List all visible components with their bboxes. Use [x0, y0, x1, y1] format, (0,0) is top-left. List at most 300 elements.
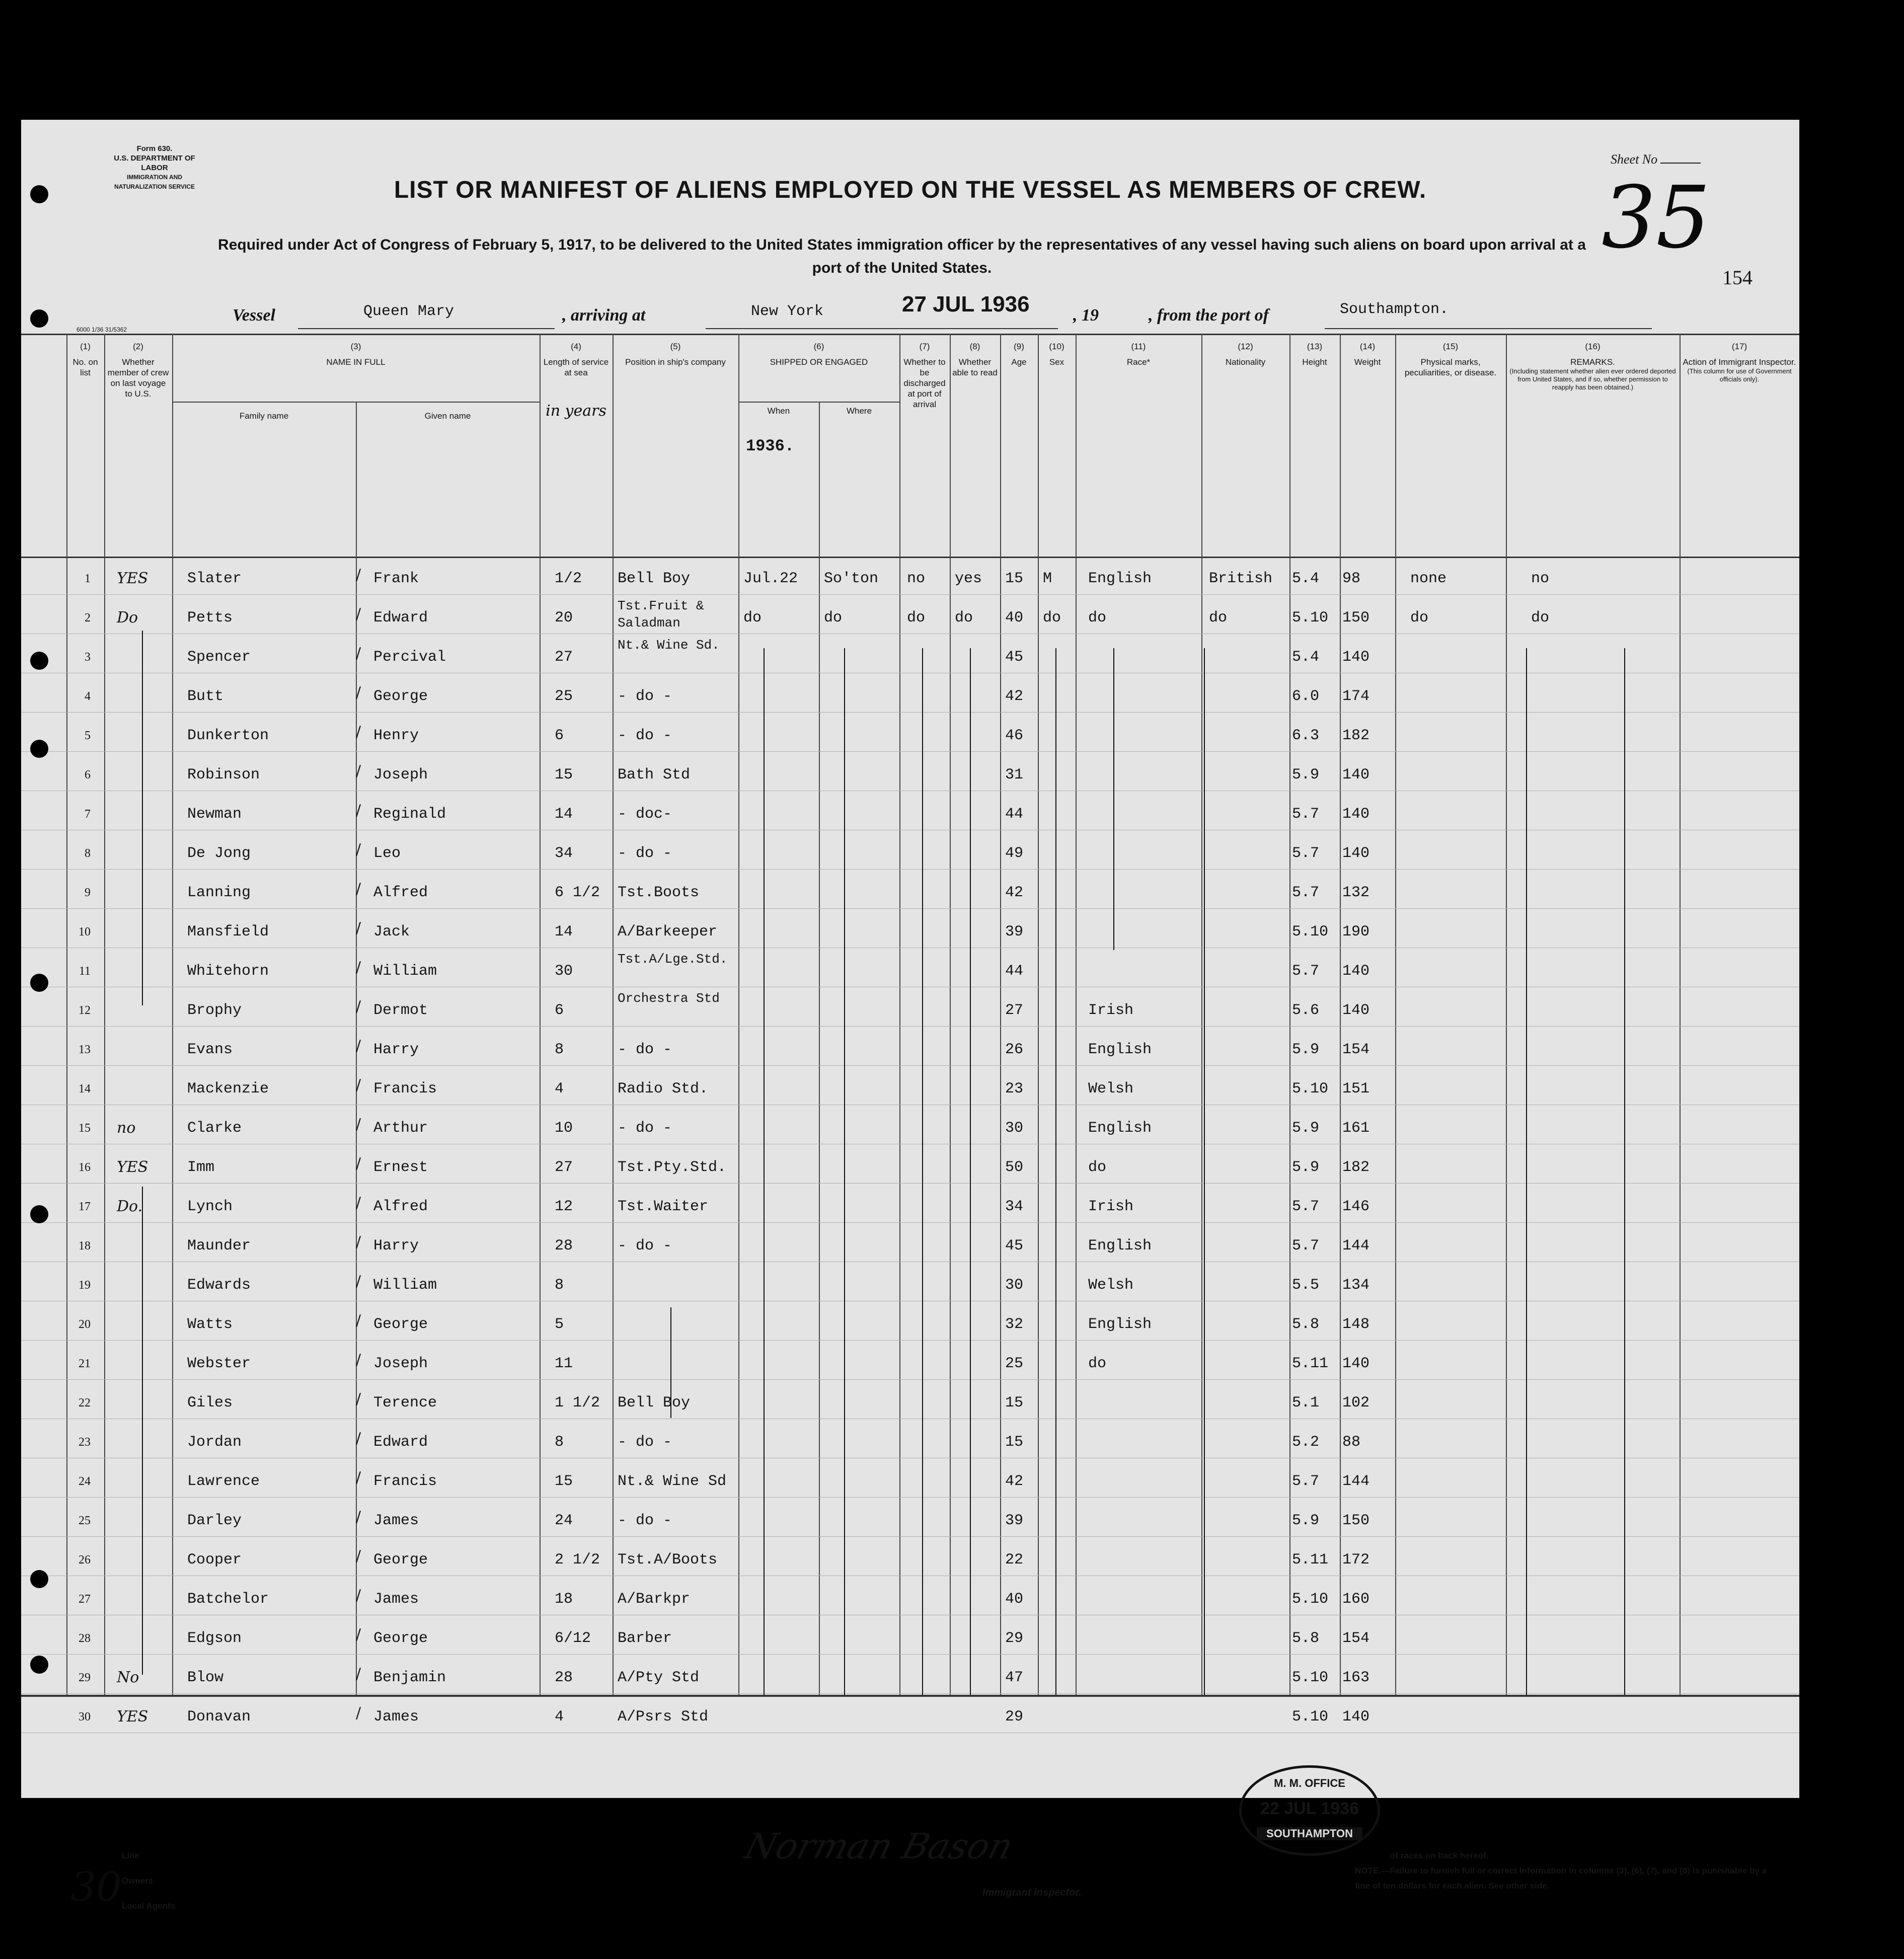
department-name: U.S. DEPARTMENT OF LABOR	[114, 154, 195, 172]
row-divider	[21, 1379, 1799, 1380]
height: 5.7	[1292, 963, 1320, 980]
punch-hole	[30, 974, 48, 992]
family-name: Slater	[187, 570, 242, 587]
col-header-16: (16) REMARKS. (Including statement whether alien ever ordered deported from United States, and if so, whether permission to reapply has been obtained.)	[1509, 342, 1676, 391]
race: Welsh	[1088, 1277, 1134, 1294]
age: 22	[1005, 1551, 1024, 1569]
height: 5.10	[1292, 1591, 1329, 1608]
age: 46	[1005, 727, 1024, 744]
crew-last-voyage: YES	[117, 1708, 148, 1726]
weight: 148	[1342, 1316, 1370, 1333]
given-name: Jack	[373, 923, 410, 941]
family-name: Darley	[187, 1512, 242, 1529]
row-number: 22	[79, 1396, 91, 1409]
height: 5.10	[1292, 1080, 1329, 1098]
height: 5.11	[1292, 1551, 1329, 1569]
race: English	[1088, 1120, 1152, 1137]
page-number: 154	[1722, 266, 1753, 289]
check-mark: /	[356, 880, 361, 898]
weight: 160	[1342, 1591, 1370, 1608]
position: Tst.Pty.Std.	[618, 1159, 727, 1176]
crew-last-voyage: Do	[117, 609, 138, 626]
age: 49	[1005, 845, 1024, 862]
column-divider	[172, 334, 173, 1695]
race: English	[1088, 570, 1152, 587]
position: - doc-	[618, 806, 672, 823]
weight: 140	[1342, 1708, 1370, 1726]
given-name: George	[373, 1316, 428, 1333]
form-number: Form 630.	[136, 144, 173, 153]
given-name: Joseph	[373, 766, 428, 783]
family-name: Whitehorn	[187, 963, 269, 980]
length-of-service: 24	[555, 1512, 573, 1529]
height: 5.10	[1292, 1708, 1329, 1726]
race: do	[1088, 1159, 1107, 1176]
position: - do -	[618, 1434, 672, 1451]
given-name: Harry	[373, 1237, 419, 1255]
given-name: Percival	[373, 649, 446, 666]
row-number: 15	[79, 1122, 91, 1135]
arriving-port: New York	[751, 303, 824, 320]
col-header-10: (10) Sex	[1049, 342, 1064, 367]
given-name: George	[373, 688, 428, 705]
crew-last-voyage: YES	[117, 1158, 148, 1176]
age: 44	[1005, 806, 1024, 823]
length-of-service: 14	[555, 923, 573, 941]
check-mark: /	[356, 1194, 361, 1212]
check-mark: /	[356, 1390, 361, 1408]
race: English	[1088, 1237, 1152, 1255]
column-divider	[1395, 334, 1396, 1695]
weight: 144	[1342, 1237, 1370, 1255]
check-mark: /	[356, 605, 361, 623]
weight: 154	[1342, 1630, 1370, 1647]
weight: 150	[1342, 1512, 1370, 1529]
height: 5.9	[1292, 766, 1320, 783]
weight: 140	[1342, 649, 1370, 666]
vessel-line	[21, 292, 1799, 332]
arrival-date-stamp: 27 JUL 1936	[902, 292, 1030, 317]
position: Tst.Waiter	[618, 1198, 709, 1215]
row-number: 12	[79, 1004, 91, 1017]
position: Tst.A/Lge.Std.	[618, 952, 728, 967]
check-mark: /	[356, 1547, 361, 1565]
age: 44	[1005, 963, 1024, 980]
races-note: of races on back hereof.	[1390, 1851, 1489, 1860]
ditto-line	[764, 648, 765, 1695]
length-of-service: 28	[555, 1237, 573, 1255]
age: 29	[1005, 1708, 1024, 1726]
check-mark: /	[356, 566, 361, 584]
length-of-service: 6	[555, 727, 564, 744]
age: 32	[1005, 1316, 1024, 1333]
weight: 174	[1342, 688, 1370, 705]
col-header-6: (6) SHIPPED OR ENGAGED When Where	[738, 335, 899, 557]
length-of-service: 20	[555, 609, 573, 626]
check-mark: /	[356, 1273, 361, 1290]
weight: 190	[1342, 923, 1370, 941]
age: 30	[1005, 1277, 1024, 1294]
service-unit-handwritten: in years	[546, 402, 606, 420]
family-name: Giles	[187, 1394, 233, 1412]
column-divider	[540, 334, 541, 1695]
given-name: James	[373, 1591, 419, 1608]
position: - do -	[618, 727, 672, 744]
check-mark: /	[356, 1155, 361, 1172]
row-divider	[21, 1183, 1799, 1184]
row-number: 3	[85, 651, 91, 664]
row-number: 29	[79, 1671, 91, 1684]
row-divider	[21, 1222, 1799, 1223]
row-divider	[21, 869, 1799, 870]
height: 5.4	[1292, 649, 1320, 666]
column-divider	[899, 334, 900, 1695]
ditto-line	[1113, 648, 1114, 950]
check-mark: /	[356, 1469, 361, 1486]
position: Tst.A/Boots	[618, 1551, 718, 1569]
col-header-13: (13) Height	[1302, 342, 1327, 367]
family-name: Dunkerton	[187, 727, 269, 744]
height: 6.0	[1292, 688, 1320, 705]
height: 5.9	[1292, 1120, 1320, 1137]
family-name: Lawrence	[187, 1473, 260, 1490]
col-header-11: (11) Race*	[1126, 342, 1151, 367]
position: Bath Std	[618, 766, 691, 783]
row-number: 1	[85, 572, 91, 585]
weight: 144	[1342, 1473, 1370, 1490]
age: 31	[1005, 766, 1024, 783]
row-divider	[21, 1026, 1799, 1027]
col-header-5: (5) Position in ship's company	[625, 342, 726, 367]
check-mark: /	[356, 1587, 361, 1604]
length-of-service: 4	[555, 1708, 564, 1726]
column-divider	[613, 334, 614, 1695]
shipped-where: So'ton	[824, 570, 879, 587]
length-of-service: 8	[555, 1041, 564, 1058]
weight: 98	[1342, 570, 1361, 587]
shipped-when-header: When	[767, 406, 790, 416]
race: Welsh	[1088, 1080, 1134, 1098]
position: Nt.& Wine Sd.	[618, 638, 720, 653]
length-of-service: 15	[555, 766, 573, 783]
vessel-name: Queen Mary	[363, 303, 454, 320]
age: 34	[1005, 1198, 1024, 1215]
row-number: 13	[79, 1043, 91, 1056]
discharged: no	[907, 570, 926, 587]
position: - do -	[618, 1237, 672, 1255]
family-name: Evans	[187, 1041, 233, 1058]
row-number: 5	[85, 729, 91, 742]
family-name: Imm	[187, 1159, 215, 1176]
check-mark: /	[356, 998, 361, 1015]
age: 26	[1005, 1041, 1024, 1058]
height: 5.9	[1292, 1041, 1320, 1058]
race: Irish	[1088, 1198, 1134, 1215]
column-divider	[1201, 334, 1202, 1695]
family-name: Butt	[187, 688, 224, 705]
shipped-when: Jul.22	[743, 570, 798, 587]
family-name: Webster	[187, 1355, 251, 1372]
check-mark: /	[356, 841, 361, 858]
age: 25	[1005, 1355, 1024, 1372]
given-name: Frank	[373, 570, 419, 587]
family-name: Batchelor	[187, 1591, 269, 1608]
age: 47	[1005, 1669, 1024, 1686]
discharged: do	[907, 609, 926, 626]
nationality: British	[1209, 570, 1273, 587]
row-divider	[21, 1497, 1799, 1498]
col-header-7: (7) Whether to be discharged at port of arrival	[903, 342, 946, 409]
position: - do -	[618, 845, 672, 862]
owners-label: Owners	[122, 1876, 154, 1886]
check-mark: /	[356, 919, 361, 937]
given-name: Edward	[373, 609, 428, 626]
southampton-office-stamp: M. M. OFFICE 22 JUL 1936 SOUTHAMPTON	[1239, 1765, 1380, 1856]
height: 5.10	[1292, 923, 1329, 941]
age: 50	[1005, 1159, 1024, 1176]
punch-hole	[30, 652, 48, 670]
age: 45	[1005, 1237, 1024, 1255]
weight: 146	[1342, 1198, 1370, 1215]
length-of-service: 10	[555, 1120, 573, 1137]
family-name: Cooper	[187, 1551, 242, 1569]
ditto-line	[1055, 648, 1056, 1695]
check-mark: /	[356, 1233, 361, 1251]
family-name: De Jong	[187, 845, 251, 862]
age: 42	[1005, 884, 1024, 901]
race: do	[1088, 1355, 1107, 1372]
position: A/Pty Std	[618, 1669, 700, 1686]
family-name: Lanning	[187, 884, 251, 901]
position: Bell Boy	[618, 570, 691, 587]
from-port-label: , from the port of	[1149, 306, 1269, 325]
race: do	[1088, 609, 1107, 626]
col-header-12: (12) Nationality	[1225, 342, 1266, 367]
position: Bell Boy	[618, 1394, 691, 1412]
ditto-line	[670, 1307, 671, 1418]
col-header-17: (17) Action of Immigrant Inspector. (This column for use of Government officials only).	[1683, 342, 1796, 383]
manifest-sheet	[21, 120, 1799, 1911]
penalty-note: NOTE.—Failure to furnish full or correct information in columns (3), (6), (7), and (8) is punishable by a fine of ten dollars for each alien. See other side.	[1355, 1866, 1767, 1891]
race: Irish	[1088, 1002, 1134, 1019]
family-name: Newman	[187, 806, 242, 823]
family-name: Robinson	[187, 766, 260, 783]
col-header-14: (14) Weight	[1354, 342, 1381, 367]
row-number: 6	[85, 768, 91, 781]
crew-last-voyage: YES	[117, 570, 148, 587]
row-number: 25	[79, 1514, 91, 1527]
weight: 140	[1342, 1002, 1370, 1019]
given-name: Benjamin	[373, 1669, 446, 1686]
height: 5.9	[1292, 1159, 1320, 1176]
length-of-service: 18	[555, 1591, 573, 1608]
position: Tst.Boots	[618, 884, 700, 901]
ditto-line	[1526, 648, 1527, 1695]
age: 15	[1005, 570, 1024, 587]
height: 5.7	[1292, 1198, 1320, 1215]
year-label: , 19	[1073, 306, 1099, 325]
length-of-service: 27	[555, 649, 573, 666]
family-name: Lynch	[187, 1198, 233, 1215]
ditto-line	[142, 631, 143, 1005]
punch-hole	[30, 1570, 48, 1588]
height: 5.11	[1292, 1355, 1329, 1372]
row-number: 28	[79, 1632, 91, 1645]
family-name: Mansfield	[187, 923, 269, 941]
length-of-service: 11	[555, 1355, 573, 1372]
column-divider	[738, 334, 739, 1695]
check-mark: /	[356, 1626, 361, 1643]
check-mark: /	[356, 1312, 361, 1329]
age: 42	[1005, 688, 1024, 705]
position: - do -	[618, 1041, 672, 1058]
col-header-8: (8) Whether able to read	[952, 342, 998, 377]
row-divider	[21, 1340, 1799, 1341]
length-of-service: 6	[555, 1002, 564, 1019]
family-name: Edgson	[187, 1630, 242, 1647]
weight: 172	[1342, 1551, 1370, 1569]
check-mark: /	[356, 1430, 361, 1447]
sex: do	[1043, 609, 1061, 626]
family-name: Maunder	[187, 1237, 251, 1255]
height: 5.8	[1292, 1316, 1320, 1333]
given-name: Alfred	[373, 884, 428, 901]
row-number: 30	[79, 1710, 91, 1723]
height: 5.7	[1292, 806, 1320, 823]
position: Nt.& Wine Sd	[618, 1473, 727, 1490]
age: 40	[1005, 609, 1024, 626]
height: 5.4	[1292, 570, 1320, 587]
given-name: Reginald	[373, 806, 446, 823]
col-header-4: (4) Length of service at sea in years	[540, 335, 613, 557]
row-number: 14	[79, 1082, 91, 1095]
weight: 140	[1342, 806, 1370, 823]
nationality: do	[1209, 609, 1228, 626]
given-name: Dermot	[373, 1002, 428, 1019]
given-name: James	[373, 1708, 419, 1726]
column-divider	[1038, 334, 1039, 1695]
column-divider	[1289, 334, 1290, 1695]
length-of-service: 34	[555, 845, 573, 862]
check-mark: /	[356, 802, 361, 819]
family-name: Watts	[187, 1316, 233, 1333]
given-name: Joseph	[373, 1355, 428, 1372]
given-name: Francis	[373, 1080, 437, 1098]
ditto-line	[844, 648, 845, 1695]
age: 27	[1005, 1002, 1024, 1019]
family-name: Mackenzie	[187, 1080, 269, 1098]
row-number: 27	[79, 1593, 91, 1606]
row-number: 16	[79, 1161, 91, 1174]
remarks: no	[1531, 570, 1550, 587]
age: 30	[1005, 1120, 1024, 1137]
given-name: James	[373, 1512, 419, 1529]
family-name: Edwards	[187, 1277, 251, 1294]
check-mark: /	[356, 684, 361, 701]
height: 5.10	[1292, 609, 1329, 626]
sheet-number-label: Sheet No	[1611, 152, 1711, 167]
row-number: 4	[85, 690, 91, 703]
length-of-service: 2 1/2	[555, 1551, 600, 1569]
check-mark: /	[356, 959, 361, 976]
inspector-signature: Norman Bason	[740, 1826, 1018, 1867]
ditto-line	[1624, 648, 1625, 1695]
family-name: Spencer	[187, 649, 251, 666]
remarks: do	[1531, 609, 1550, 626]
shipped-where: do	[824, 609, 843, 626]
line-label: Line	[122, 1851, 139, 1860]
crew-last-voyage: No	[117, 1669, 139, 1686]
weight: 140	[1342, 963, 1370, 980]
row-number: 2	[85, 611, 91, 624]
row-number: 11	[79, 965, 91, 978]
length-of-service: 1/2	[555, 570, 582, 587]
height: 5.6	[1292, 1002, 1320, 1019]
document-subtitle: Required under Act of Congress of February 5, 1917, to be delivered to the United States immigration officer by the representatives of any vessel having such aliens on board upon arrival at a port of the United States.	[218, 237, 1586, 276]
position: - do -	[618, 1512, 672, 1529]
check-mark: /	[356, 1704, 361, 1722]
col-header-9: (9) Age	[1011, 342, 1027, 367]
year-entry: 1936.	[746, 437, 795, 455]
vessel-label: Vessel	[233, 306, 275, 325]
length-of-service: 6 1/2	[555, 884, 600, 901]
row-number: 21	[79, 1357, 91, 1370]
length-of-service: 6/12	[555, 1630, 591, 1647]
given-name: Harry	[373, 1041, 419, 1058]
column-divider	[1506, 334, 1507, 1695]
row-divider	[21, 594, 1799, 595]
shipped-where-header: Where	[846, 406, 872, 416]
arriving-label: , arriving at	[562, 306, 646, 325]
given-name: William	[373, 963, 437, 980]
age: 29	[1005, 1630, 1024, 1647]
able-to-read: do	[955, 609, 973, 626]
table-header	[21, 334, 1799, 558]
col-header-2: (2) Whether member of crew on last voyage to U.S.	[107, 342, 169, 399]
row-number: 20	[79, 1318, 91, 1331]
weight: 140	[1342, 1355, 1370, 1372]
row-number: 10	[79, 925, 91, 938]
family-name: Blow	[187, 1669, 224, 1686]
given-name: Leo	[373, 845, 401, 862]
height: 5.8	[1292, 1630, 1320, 1647]
given-name: Francis	[373, 1473, 437, 1490]
length-of-service: 8	[555, 1434, 564, 1451]
family-name: Brophy	[187, 1002, 242, 1019]
service-name: IMMIGRATION AND NATURALIZATION SERVICE	[114, 174, 195, 190]
row-divider	[21, 712, 1799, 713]
header-divider	[738, 402, 899, 403]
header-divider	[172, 402, 540, 403]
ditto-line	[922, 648, 923, 1695]
given-name: George	[373, 1630, 428, 1647]
position: - do -	[618, 1120, 672, 1137]
punch-hole	[30, 740, 48, 758]
row-divider	[21, 1536, 1799, 1537]
length-of-service: 27	[555, 1159, 573, 1176]
length-of-service: 30	[555, 963, 573, 980]
check-mark: /	[356, 1508, 361, 1526]
height: 5.7	[1292, 1237, 1320, 1255]
height: 5.7	[1292, 884, 1320, 901]
weight: 134	[1342, 1277, 1370, 1294]
weight: 182	[1342, 727, 1370, 744]
inspector-label: Immigrant Inspector.	[982, 1887, 1082, 1898]
column-divider	[1340, 334, 1341, 1695]
weight: 151	[1342, 1080, 1370, 1098]
position: Barber	[618, 1630, 672, 1647]
punch-hole	[30, 1656, 48, 1674]
